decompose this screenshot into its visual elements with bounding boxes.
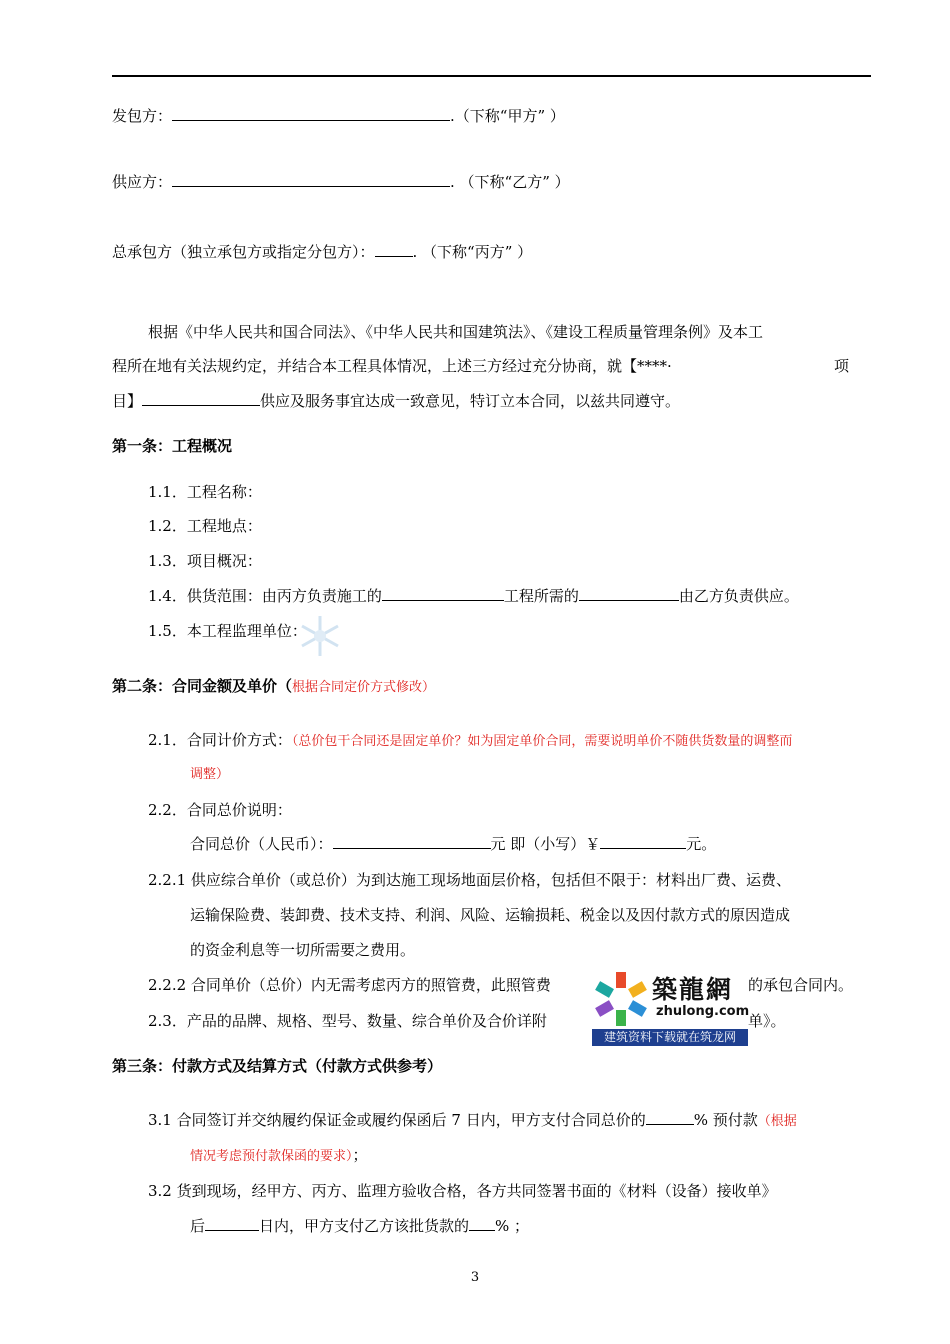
logo-title: 築龍網 — [652, 975, 734, 1004]
contractor-blank — [375, 242, 413, 257]
logo-band: 建筑资料下载就在筑龙网 — [592, 1029, 748, 1046]
item-3-1-cont: 情况考虑预付款保函的要求）； — [190, 1146, 368, 1164]
intro-line-3: 目】 供应及服务事宜达成一致意见，特订立本合同，以兹共同遵守。 — [112, 392, 681, 410]
amount-words-blank — [333, 834, 491, 849]
item-2-2-2-end: 的承包合同内。 — [748, 976, 854, 994]
project-blank — [142, 391, 260, 406]
snowflake-logo-icon — [592, 970, 650, 1028]
item-1-1: 1.1．工程名称： — [148, 483, 262, 501]
amount-figure-blank — [600, 834, 686, 849]
days-blank — [205, 1216, 259, 1231]
item-3-2-cont: 后 日内，甲方支付乙方该批货款的 % ； — [190, 1217, 530, 1235]
item-2-2: 2.2．合同总价说明： — [148, 801, 292, 819]
zhulong-watermark-logo — [590, 966, 750, 1048]
snowflake-watermark-icon — [296, 612, 344, 660]
item-3-1: 3.1 合同签订并交纳履约保证金或履约保函后 7 日内，甲方支付合同总价的 % 预付款（根据 — [148, 1111, 797, 1129]
article-3-title: 第三条：付款方式及结算方式（付款方式供参考） — [112, 1057, 443, 1075]
intro-line-2: 程所在地有关法规约定，并结合本工程具体情况，上述三方经过充分协商，就【****· — [112, 357, 672, 375]
item-2-2-2: 2.2.2 合同单价（总价）内无需考虑丙方的照管费，此照管费 — [148, 976, 551, 994]
item-2-1-note-cont: 调整） — [190, 767, 230, 782]
employer-line: 发包方： .（下称“甲方” ） — [112, 107, 565, 125]
employer-blank — [172, 106, 450, 121]
item-1-2: 1.2．工程地点： — [148, 517, 262, 535]
supplier-line: 供应方： . （下称“乙方” ） — [112, 173, 570, 191]
intro-line-2-end: 项 — [834, 357, 850, 375]
page-number: 3 — [470, 1270, 480, 1285]
item-2-2-1-c: 的资金利息等一切所需要之费用。 — [190, 941, 416, 959]
article-2-title: 第二条：合同金额及单价（根据合同定价方式修改） — [112, 677, 436, 695]
item-2-3: 2.3．产品的品牌、规格、型号、数量、综合单价及合价详附 — [148, 1012, 547, 1030]
logo-url: zhulong.com — [656, 1004, 750, 1019]
scope-blank-1 — [382, 586, 504, 601]
header-rule — [112, 75, 871, 77]
article-2-note: 根据合同定价方式修改） — [292, 680, 436, 695]
supplier-blank — [172, 172, 450, 187]
item-3-2: 3.2 货到现场，经甲方、丙方、监理方验收合格，各方共同签署书面的《材料（设备）接收单》 — [148, 1182, 777, 1200]
article-1-title: 第一条：工程概况 — [112, 437, 233, 455]
scope-blank-2 — [579, 586, 679, 601]
intro-line-1: 根据《中华人民共和国合同法》、《中华人民共和国建筑法》、《建设工程质量管理条例》及本工 — [148, 323, 764, 341]
item-2-2-1-a: 2.2.1 供应综合单价（或总价）为到达施工现场地面层价格，包括但不限于：材料出厂费、运费、 — [148, 871, 791, 889]
advance-percent-blank — [646, 1110, 694, 1125]
item-2-2-1-b: 运输保险费、装卸费、技术支持、利润、风险、运输损耗、税金以及因付款方式的原因造成 — [190, 906, 791, 924]
item-1-4: 1.4．供货范围：由丙方负责施工的 工程所需的 由乙方负责供应。 — [148, 587, 799, 605]
item-2-3-end: 单》。 — [748, 1012, 786, 1030]
item-2-1: 2.1．合同计价方式：（总价包干合同还是固定单价？如为固定单价合同，需要说明单价不随供货数量的调整而 — [148, 731, 793, 749]
contractor-line: 总承包方（独立承包方或指定分包方）： . （下称“丙方” ） — [112, 243, 533, 261]
item-1-5: 1.5．本工程监理单位： — [148, 622, 307, 640]
payment-percent-blank — [469, 1216, 495, 1231]
item-2-2-amount: 合同总价（人民币）： 元 即（小写）￥ 元。 — [190, 835, 717, 853]
item-1-3: 1.3．项目概况： — [148, 552, 262, 570]
